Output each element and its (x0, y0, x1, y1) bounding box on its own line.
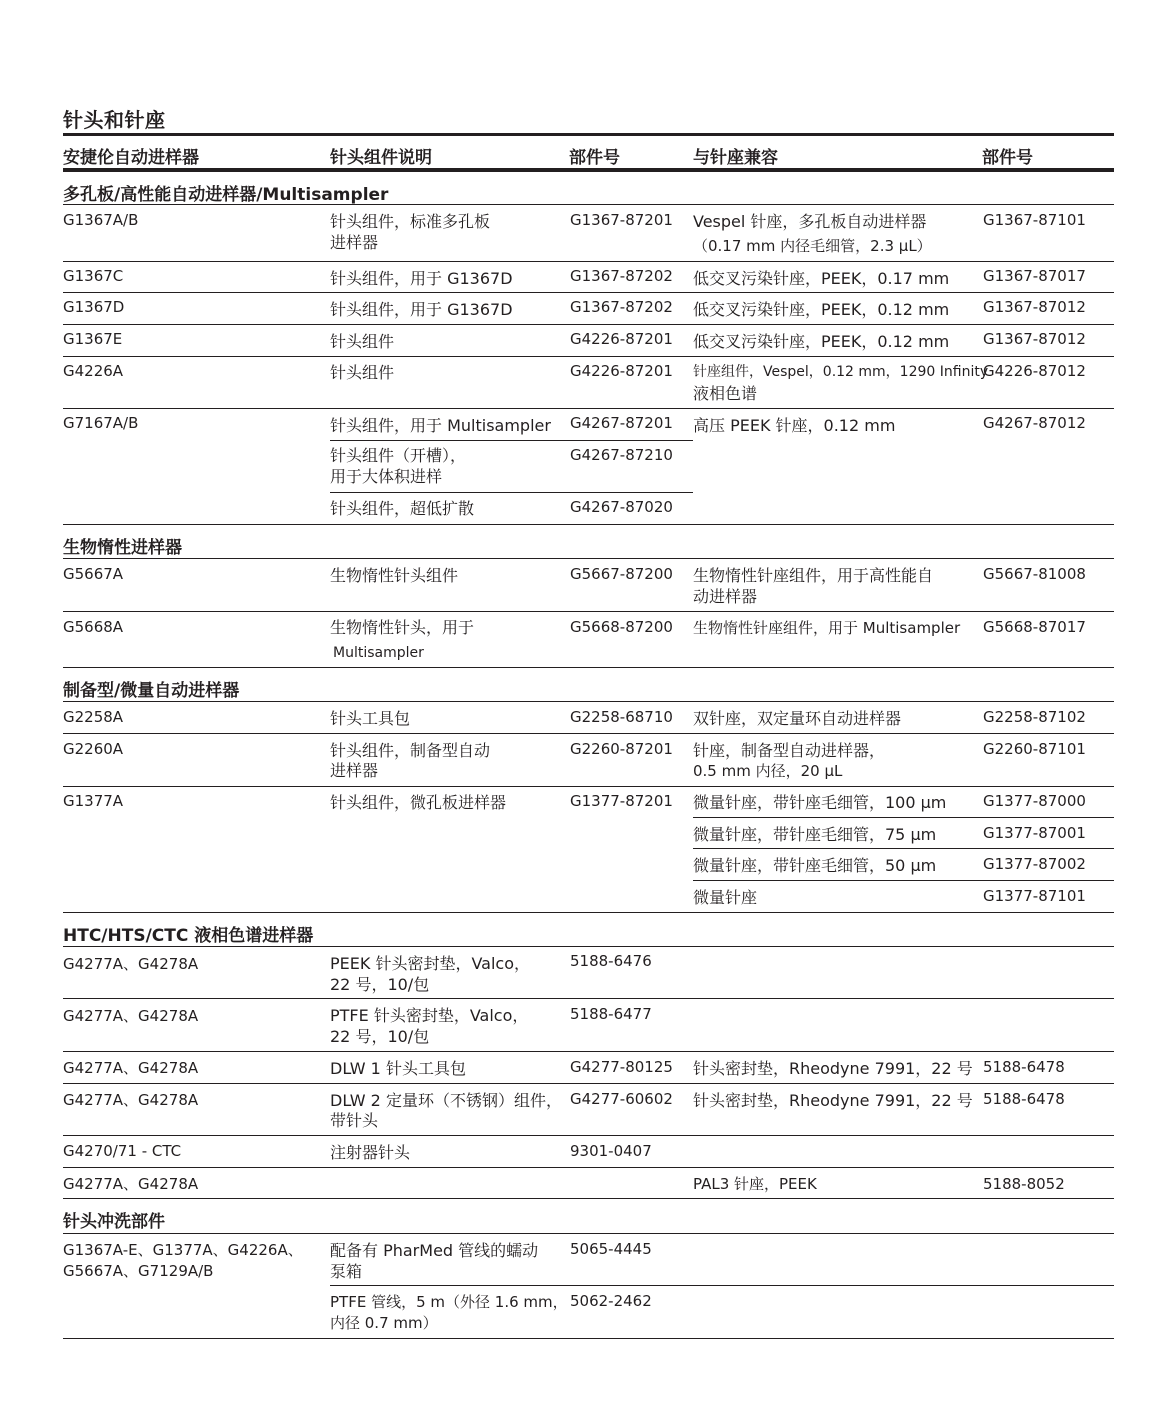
table-header (63, 136, 1114, 172)
needle-description-cell: 进样器 (330, 233, 379, 252)
section-header-multisampler (63, 172, 1114, 205)
instrument-cell: G1367D (63, 298, 125, 316)
needle-part-number-cell: 5188-6476 (570, 952, 652, 970)
needle-description-cell: 针头组件，制备型自动 (330, 741, 491, 760)
seat-description-cell: 低交叉污染针座，PEEK，0.12 mm (693, 332, 950, 351)
instrument-cell: G5667A、G7129A/B (63, 1262, 214, 1280)
seat-description-cell: 生物惰性针座组件，用于高性能自 (693, 566, 934, 585)
instrument-cell: G2258A (63, 708, 124, 726)
seat-description-cell: 低交叉污染针座，PEEK，0.12 mm (693, 300, 950, 319)
needle-description-cell: 生物惰性针头，用于 (330, 618, 475, 637)
instrument-cell: G1367C (63, 267, 124, 285)
seat-description-cell: 低交叉污染针座，PEEK，0.17 mm (693, 269, 950, 288)
section-title: 生物惰性进样器 (63, 538, 182, 558)
instrument-cell: G7167A/B (63, 414, 139, 432)
needle-part-number-cell: 5065-4445 (570, 1240, 652, 1258)
needle-description-cell: 用于大体积进样 (330, 467, 443, 486)
seat-description-cell: 微量针座，带针座毛细管，75 µm (693, 825, 937, 844)
page-title: 针头和针座 (63, 108, 166, 132)
seat-part-number-cell: G2260-87101 (983, 740, 1086, 758)
needle-part-number-cell: G2260-87201 (570, 740, 673, 758)
seat-part-number-cell: G4267-87012 (983, 414, 1086, 432)
seat-part-number-cell: G1367-87012 (983, 330, 1086, 348)
needle-description-cell: Multisampler (333, 645, 424, 661)
seat-description-cell: Vespel 针座，多孔板自动进样器 (693, 212, 927, 231)
row-divider (63, 1135, 1114, 1136)
row-divider (63, 356, 1114, 357)
seat-description-cell: PAL3 针座，PEEK (693, 1175, 817, 1193)
needle-part-number-cell: G4267-87201 (570, 414, 673, 432)
seat-description-cell: 针座，制备型自动进样器， (693, 741, 886, 760)
row-divider (63, 261, 1114, 262)
row-divider (63, 733, 1114, 734)
needle-description-cell: 22 号，10/包 (330, 1027, 430, 1046)
instrument-cell: G4226A (63, 362, 124, 380)
seat-part-number-cell: 5188-6478 (983, 1090, 1065, 1108)
section-title: 制备型/微量自动进样器 (63, 681, 240, 701)
section-header-htc-hts-ctc (63, 912, 1114, 947)
seat-description-cell: 针座组件，Vespel，0.12 mm，1290 Infinity (693, 364, 989, 380)
needle-description-cell: 针头组件，用于 Multisampler (330, 416, 551, 435)
needle-description-cell: 针头工具包 (330, 709, 411, 728)
section-header-bioinert (63, 524, 1114, 559)
seat-part-number-cell: G5668-87017 (983, 618, 1086, 636)
instrument-cell: G1367A-E、G1377A、G4226A、 (63, 1241, 303, 1259)
row-divider (63, 786, 1114, 787)
needle-description-cell: 生物惰性针头组件 (330, 566, 459, 585)
header-instrument: 安捷伦自动进样器 (63, 148, 199, 168)
needle-part-number-cell: G1367-87202 (570, 298, 673, 316)
needle-description-cell: DLW 2 定量环（不锈钢）组件， (330, 1091, 562, 1110)
needle-part-number-cell: 5188-6477 (570, 1005, 652, 1023)
needle-description-cell: 泵箱 (330, 1262, 363, 1281)
seat-description-cell: 微量针座 (693, 888, 758, 907)
seat-description-cell: （0.17 mm 内径毛细管，2.3 µL） (693, 237, 932, 255)
needle-description-cell: 进样器 (330, 761, 379, 780)
row-divider (330, 492, 693, 493)
seat-description-cell: 双针座，双定量环自动进样器 (693, 709, 902, 728)
needle-description-cell: 针头组件，用于 G1367D (330, 269, 513, 288)
needle-description-cell: PEEK 针头密封垫，Valco， (330, 954, 530, 973)
instrument-cell: G4270/71 - CTC (63, 1142, 182, 1160)
needle-description-cell: 针头组件，标准多孔板 (330, 212, 491, 231)
seat-description-cell: 动进样器 (693, 587, 758, 606)
row-divider (63, 998, 1114, 999)
seat-part-number-cell: G1377-87001 (983, 824, 1086, 842)
needle-description-cell: 内径 0.7 mm） (330, 1314, 438, 1332)
instrument-cell: G1377A (63, 792, 124, 810)
header-seat-compatibility: 与针座兼容 (693, 148, 778, 168)
row-divider (693, 880, 1114, 881)
seat-description-cell: 生物惰性针座组件，用于 Multisampler (693, 619, 961, 637)
row-divider (63, 408, 1114, 409)
instrument-cell: G5668A (63, 618, 124, 636)
row-divider (693, 817, 1114, 818)
needle-description-cell: 注射器针头 (330, 1143, 411, 1162)
seat-description-cell: 0.5 mm 内径，20 µL (693, 762, 843, 780)
row-divider (63, 292, 1114, 293)
instrument-cell: G4277A、G4278A (63, 1091, 199, 1109)
header-seat-part-number: 部件号 (982, 148, 1033, 168)
seat-part-number-cell: G5667-81008 (983, 565, 1086, 583)
needle-part-number-cell: G5667-87200 (570, 565, 673, 583)
instrument-cell: G4277A、G4278A (63, 1059, 199, 1077)
instrument-cell: G2260A (63, 740, 124, 758)
row-divider (63, 1167, 1114, 1168)
needle-description-cell: 22 号，10/包 (330, 975, 430, 994)
needle-part-number-cell: G2258-68710 (570, 708, 673, 726)
seat-part-number-cell: G1367-87012 (983, 298, 1086, 316)
needle-part-number-cell: 5062-2462 (570, 1292, 652, 1310)
needle-description-cell: 针头组件 (330, 363, 395, 382)
needle-description-cell: PTFE 针头密封垫，Valco， (330, 1006, 529, 1025)
seat-description-cell: 针头密封垫，Rheodyne 7991，22 号 (693, 1059, 973, 1078)
seat-part-number-cell: 5188-8052 (983, 1175, 1065, 1193)
needle-description-cell: 针头组件 (330, 332, 395, 351)
section-title: 多孔板/高性能自动进样器/Multisampler (63, 185, 389, 205)
seat-part-number-cell: G1377-87002 (983, 855, 1086, 873)
seat-description-cell: 高压 PEEK 针座，0.12 mm (693, 416, 896, 435)
seat-description-cell: 液相色谱 (693, 384, 758, 403)
row-divider (330, 440, 693, 441)
needle-description-cell: 针头组件，超低扩散 (330, 499, 475, 518)
row-divider (63, 1051, 1114, 1052)
needle-part-number-cell: G4226-87201 (570, 362, 673, 380)
section-header-needle-wash (63, 1198, 1114, 1234)
needle-description-cell: 针头组件，微孔板进样器 (330, 793, 507, 812)
seat-part-number-cell: G1377-87000 (983, 792, 1086, 810)
needle-part-number-cell: G5668-87200 (570, 618, 673, 636)
needle-description-cell: 针头组件（开槽）， (330, 446, 467, 465)
needle-description-cell: 针头组件，用于 G1367D (330, 300, 513, 319)
seat-description-cell: 微量针座，带针座毛细管，100 µm (693, 793, 947, 812)
row-divider (330, 1285, 1114, 1286)
row-divider (63, 324, 1114, 325)
needle-part-number-cell: G4277-80125 (570, 1058, 673, 1076)
seat-part-number-cell: G2258-87102 (983, 708, 1086, 726)
row-divider (63, 1083, 1114, 1084)
row-divider (63, 611, 1114, 612)
seat-part-number-cell: G1367-87017 (983, 267, 1086, 285)
seat-part-number-cell: G1367-87101 (983, 211, 1086, 229)
needle-description-cell: 带针头 (330, 1111, 379, 1130)
needle-part-number-cell: 9301-0407 (570, 1142, 652, 1160)
header-needle-description: 针头组件说明 (330, 148, 432, 168)
needle-part-number-cell: G1377-87201 (570, 792, 673, 810)
seat-description-cell: 针头密封垫，Rheodyne 7991，22 号 (693, 1091, 973, 1110)
bottom-rule (63, 1338, 1114, 1339)
needle-part-number-cell: G1367-87202 (570, 267, 673, 285)
needle-description-cell: DLW 1 针头工具包 (330, 1059, 466, 1078)
seat-part-number-cell: 5188-6478 (983, 1058, 1065, 1076)
needle-description-cell: 配备有 PharMed 管线的蠕动 (330, 1241, 539, 1260)
instrument-cell: G1367E (63, 330, 123, 348)
seat-part-number-cell: G4226-87012 (983, 362, 1086, 380)
seat-description-cell: 微量针座，带针座毛细管，50 µm (693, 856, 937, 875)
needle-part-number-cell: G4267-87210 (570, 446, 673, 464)
needle-part-number-cell: G4277-60602 (570, 1090, 673, 1108)
header-needle-part-number: 部件号 (569, 148, 620, 168)
instrument-cell: G5667A (63, 565, 124, 583)
seat-part-number-cell: G1377-87101 (983, 887, 1086, 905)
instrument-cell: G4277A、G4278A (63, 1007, 199, 1025)
section-header-preparative (63, 667, 1114, 702)
section-title: HTC/HTS/CTC 液相色谱进样器 (63, 926, 314, 946)
instrument-cell: G4277A、G4278A (63, 955, 199, 973)
instrument-cell: G4277A、G4278A (63, 1175, 199, 1193)
needle-part-number-cell: G1367-87201 (570, 211, 673, 229)
needle-description-cell: PTFE 管线，5 m（外径 1.6 mm， (330, 1293, 568, 1311)
section-title: 针头冲洗部件 (63, 1212, 165, 1232)
needle-part-number-cell: G4226-87201 (570, 330, 673, 348)
row-divider (693, 848, 1114, 849)
needle-part-number-cell: G4267-87020 (570, 498, 673, 516)
instrument-cell: G1367A/B (63, 211, 139, 229)
